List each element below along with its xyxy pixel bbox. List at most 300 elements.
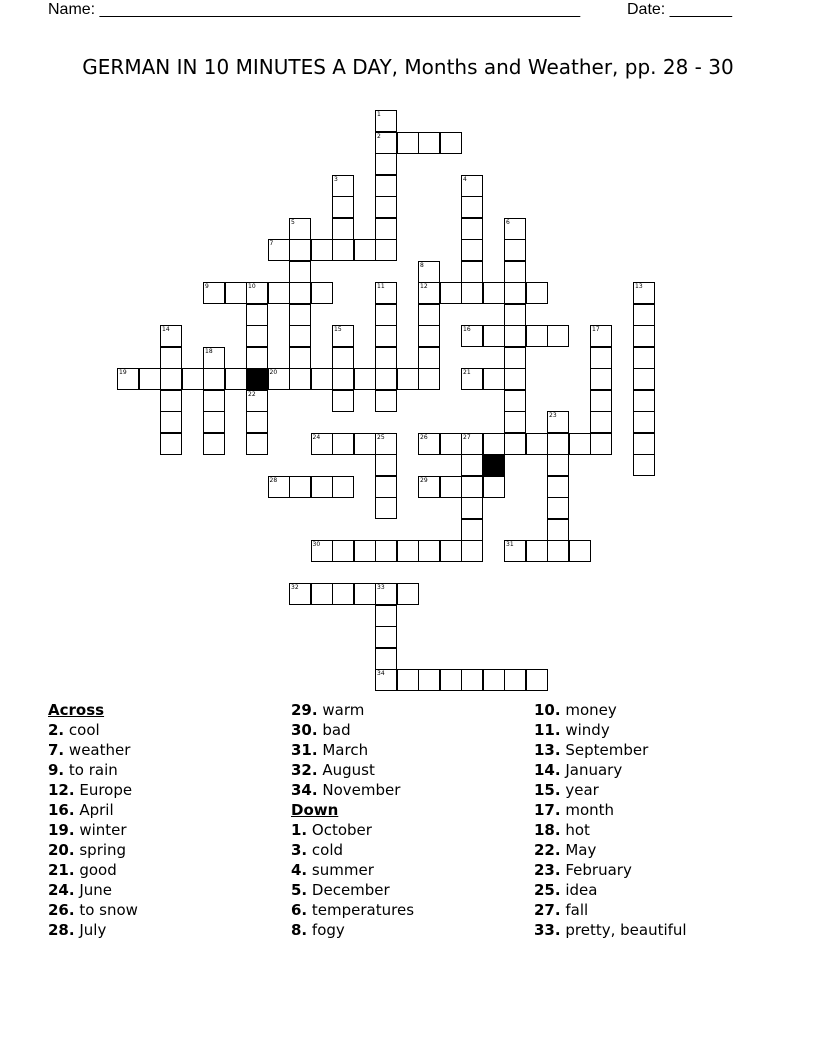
clue-item-number: 12. [48,781,75,799]
grid-cell[interactable] [397,583,419,605]
grid-cell[interactable] [289,325,311,347]
clue-item-number: 22. [534,841,561,859]
clue-item-text: August [322,761,375,779]
clue-item [291,700,414,720]
grid-cell[interactable] [311,368,333,390]
grid-cell[interactable] [461,325,483,347]
grid-cell[interactable] [461,476,483,498]
clue-number: 28 [269,476,278,484]
clue-item-text: money [565,701,617,719]
grid-cell[interactable] [203,282,225,304]
grid-cell[interactable] [246,304,268,326]
clue-item-text: January [565,761,623,779]
clue-item-number: 1. [291,821,308,839]
grid-cell[interactable] [246,433,268,455]
grid-cell[interactable] [311,476,333,498]
grid-cell[interactable] [504,239,526,261]
grid-cell[interactable] [483,476,505,498]
grid-cell[interactable] [418,261,440,283]
grid-cell[interactable] [504,433,526,455]
grid-cell[interactable] [354,368,376,390]
grid-cell[interactable] [633,433,655,455]
grid-cell[interactable] [397,132,419,154]
clue-item [291,860,414,880]
clue-item [291,920,414,940]
grid-cell[interactable] [633,390,655,412]
clue-item-number: 4. [291,861,308,879]
grid-cell[interactable] [246,390,268,412]
grid-cell[interactable] [569,540,591,562]
grid-cell[interactable] [633,411,655,433]
grid-cell[interactable] [461,282,483,304]
grid-cell[interactable] [225,368,247,390]
clue-column-2 [291,700,414,940]
clue-item-text: fogy [311,921,345,939]
grid-cell[interactable] [375,476,397,498]
grid-cell[interactable] [375,648,397,670]
clue-number: 8 [420,261,424,269]
clue-number: 1 [377,111,381,118]
grid-cell[interactable] [633,368,655,390]
grid-cell[interactable] [461,540,483,562]
grid-cell[interactable] [289,218,311,240]
grid-cell[interactable] [268,368,290,390]
grid-cell[interactable] [633,454,655,476]
grid-cell[interactable] [633,304,655,326]
grid-cell[interactable] [289,583,311,605]
grid-cell[interactable] [203,390,225,412]
grid-cell[interactable] [418,304,440,326]
clue-item-number: 14. [534,761,561,779]
grid-cell[interactable] [633,347,655,369]
clue-number: 2 [377,132,381,140]
grid-cell[interactable] [418,347,440,369]
grid-cell[interactable] [461,454,483,476]
grid-cell[interactable] [375,132,397,154]
clue-item-number: 6. [291,901,308,919]
grid-cell[interactable] [332,325,354,347]
clue-item-text: idea [565,881,598,899]
clue-number: 29 [420,476,428,484]
clue-item [48,900,138,920]
grid-cell[interactable] [418,132,440,154]
clue-item-number: 16. [48,801,75,819]
grid-cell[interactable] [375,325,397,347]
grid-cell[interactable] [504,218,526,240]
clue-item-text: cold [311,841,344,859]
grid-cell[interactable] [354,239,376,261]
grid-cell[interactable] [590,411,612,433]
clue-heading: Across [48,701,105,719]
clue-item [534,740,687,760]
grid-cell[interactable] [590,390,612,412]
grid-cell[interactable] [203,411,225,433]
grid-cell[interactable] [440,282,462,304]
grid-cell[interactable] [504,282,526,304]
clue-number: 23 [549,412,557,419]
clue-number: 20 [269,369,278,376]
grid-cell[interactable] [440,540,462,562]
clue-column-3 [534,700,687,940]
clue-item [534,900,687,920]
clue-item-number: 3. [291,841,308,859]
grid-cell[interactable] [418,325,440,347]
clue-item-text: temperatures [311,901,415,919]
grid-cell[interactable] [375,626,397,648]
grid-cell[interactable] [547,325,569,347]
clue-number: 17 [592,326,600,333]
clue-item [48,740,138,760]
grid-cell[interactable] [461,368,483,390]
clue-item-text: April [79,801,114,819]
clue-item [291,840,414,860]
grid-cell[interactable] [203,368,225,390]
grid-cell[interactable] [590,347,612,369]
grid-cell[interactable] [311,282,333,304]
grid-cell[interactable] [375,540,397,562]
grid-cell[interactable] [504,540,526,562]
grid-cell[interactable] [526,540,548,562]
clue-number: 12 [420,283,428,290]
grid-cell[interactable] [289,282,311,304]
grid-cell[interactable] [268,476,290,498]
grid-cell[interactable] [182,368,204,390]
grid-cell[interactable] [397,540,419,562]
black-cell [246,368,268,390]
clue-item-text: October [311,821,372,839]
grid-cell[interactable] [418,669,440,691]
clue-number: 9 [205,283,209,290]
grid-cell[interactable] [461,519,483,541]
grid-cell[interactable] [461,196,483,218]
clue-item-number: 23. [534,861,561,879]
clue-item [534,920,687,940]
grid-cell[interactable] [375,454,397,476]
clue-item-text: spring [79,841,127,859]
clue-item [48,920,138,940]
clue-item [534,820,687,840]
clue-item [534,700,687,720]
clue-item-number: 26. [48,901,75,919]
grid-cell[interactable] [289,368,311,390]
grid-cell[interactable] [203,347,225,369]
clue-item-number: 17. [534,801,561,819]
grid-cell[interactable] [461,239,483,261]
clue-item-number: 31. [291,741,318,759]
grid-cell[interactable] [461,261,483,283]
clue-number: 13 [635,283,643,290]
clue-item-number: 34. [291,781,318,799]
clue-item-text: February [565,861,632,879]
grid-cell[interactable] [332,196,354,218]
clue-number: 3 [334,175,338,183]
grid-cell[interactable] [375,218,397,240]
grid-cell[interactable] [375,583,397,605]
clue-item-number: 15. [534,781,561,799]
grid-cell[interactable] [461,175,483,197]
clue-number: 34 [377,670,385,677]
grid-cell[interactable] [354,583,376,605]
grid-cell[interactable] [311,239,333,261]
grid-cell[interactable] [526,669,548,691]
grid-cell[interactable] [375,304,397,326]
clue-number: 16 [463,326,471,333]
grid-cell[interactable] [246,325,268,347]
clue-item [48,820,138,840]
clue-number: 4 [463,175,467,183]
grid-cell[interactable] [332,390,354,412]
grid-cell[interactable] [504,347,526,369]
clue-number: 33 [377,584,385,591]
clue-item-text: fall [565,901,589,919]
grid-cell[interactable] [418,282,440,304]
grid-cell[interactable] [461,497,483,519]
grid-cell[interactable] [590,368,612,390]
clue-item-number: 30. [291,721,318,739]
grid-cell[interactable] [504,411,526,433]
grid-cell[interactable] [504,390,526,412]
clue-item [291,880,414,900]
clue-item [534,780,687,800]
grid-cell[interactable] [504,669,526,691]
grid-cell[interactable] [332,433,354,455]
grid-cell[interactable] [504,304,526,326]
grid-cell[interactable] [461,669,483,691]
grid-cell[interactable] [547,519,569,541]
clue-item [291,720,414,740]
grid-cell[interactable] [440,476,462,498]
clue-item [534,840,687,860]
grid-cell[interactable] [461,433,483,455]
clue-number: 31 [506,541,514,548]
grid-cell[interactable] [569,433,591,455]
clue-item-text: summer [311,861,374,879]
grid-cell[interactable] [375,110,397,132]
clue-item-number: 2. [48,721,65,739]
clue-item-text: good [79,861,117,879]
grid-cell[interactable] [332,583,354,605]
clue-item-number: 13. [534,741,561,759]
clue-item-text: cool [68,721,100,739]
grid-cell[interactable] [440,669,462,691]
clue-number: 32 [291,584,299,591]
grid-cell[interactable] [160,325,182,347]
clue-item-text: winter [79,821,127,839]
clue-item-number: 20. [48,841,75,859]
clue-item [534,880,687,900]
clue-item-text: hot [565,821,590,839]
clue-number: 25 [377,433,385,441]
clue-item [534,760,687,780]
clue-item [48,860,138,880]
grid-cell[interactable] [160,347,182,369]
grid-cell[interactable] [375,669,397,691]
clue-number: 5 [291,218,295,226]
grid-cell[interactable] [160,433,182,455]
grid-cell[interactable] [268,239,290,261]
grid-cell[interactable] [332,368,354,390]
clue-item-text: June [79,881,113,899]
clue-item-number: 5. [291,881,308,899]
clue-item-text: month [565,801,615,819]
grid-cell[interactable] [375,368,397,390]
clue-item-number: 21. [48,861,75,879]
grid-cell[interactable] [526,433,548,455]
grid-cell[interactable] [160,411,182,433]
clue-item-number: 7. [48,741,65,759]
clue-item-text: to rain [68,761,118,779]
clue-item [48,880,138,900]
clue-number: 11 [377,283,385,290]
grid-cell[interactable] [483,368,505,390]
clue-item [291,900,414,920]
clue-item [291,760,414,780]
black-cell [483,454,505,476]
clue-item [291,740,414,760]
clue-number: 18 [205,347,213,355]
grid-cell[interactable] [332,347,354,369]
grid-cell[interactable] [547,433,569,455]
grid-cell[interactable] [375,605,397,627]
grid-cell[interactable] [375,239,397,261]
grid-cell[interactable] [504,368,526,390]
grid-cell[interactable] [418,433,440,455]
grid-cell[interactable] [246,282,268,304]
grid-cell[interactable] [440,433,462,455]
grid-cell[interactable] [332,218,354,240]
clue-number: 15 [334,326,342,333]
grid-cell[interactable] [547,476,569,498]
grid-cell[interactable] [160,368,182,390]
grid-cell[interactable] [590,433,612,455]
grid-cell[interactable] [289,261,311,283]
grid-cell[interactable] [526,282,548,304]
grid-cell[interactable] [289,304,311,326]
page-title: GERMAN IN 10 MINUTES A DAY, Months and Weather, pp. 28 - 30 [82,55,734,79]
clue-item-text: to snow [79,901,138,919]
grid-cell[interactable] [440,132,462,154]
clue-number: 26 [420,433,428,441]
grid-cell[interactable] [117,368,139,390]
grid-cell[interactable] [418,476,440,498]
clue-item-text: July [79,921,107,939]
grid-cell[interactable] [397,368,419,390]
clue-item-number: 32. [291,761,318,779]
grid-cell[interactable] [375,282,397,304]
grid-cell[interactable] [225,282,247,304]
grid-cell[interactable] [332,175,354,197]
grid-cell[interactable] [418,368,440,390]
grid-cell[interactable] [246,347,268,369]
grid-cell[interactable] [375,390,397,412]
clue-item [48,720,138,740]
grid-cell[interactable] [332,239,354,261]
grid-cell[interactable] [633,282,655,304]
grid-cell[interactable] [203,433,225,455]
clue-item-text: Europe [79,781,133,799]
clue-item-number: 27. [534,901,561,919]
grid-cell[interactable] [504,261,526,283]
clue-item-number: 11. [534,721,561,739]
grid-cell[interactable] [418,540,440,562]
grid-cell[interactable] [526,325,548,347]
clue-item-text: November [322,781,401,799]
grid-cell[interactable] [590,325,612,347]
clue-number: 21 [463,369,471,376]
clue-item-number: 33. [534,921,561,939]
clue-item-number: 18. [534,821,561,839]
clue-item-text: bad [322,721,351,739]
clue-item-number: 28. [48,921,75,939]
grid-cell[interactable] [246,411,268,433]
clue-item [534,800,687,820]
grid-cell[interactable] [332,476,354,498]
grid-cell[interactable] [547,454,569,476]
grid-cell[interactable] [547,540,569,562]
grid-cell[interactable] [375,153,397,175]
grid-cell[interactable] [354,433,376,455]
clue-number: 19 [119,369,127,376]
clue-item [48,760,138,780]
grid-cell[interactable] [633,325,655,347]
grid-cell[interactable] [397,669,419,691]
grid-cell[interactable] [139,368,161,390]
grid-cell[interactable] [289,476,311,498]
grid-cell[interactable] [311,583,333,605]
grid-cell[interactable] [483,433,505,455]
grid-cell[interactable] [332,540,354,562]
clue-number: 10 [248,283,256,290]
clue-item-text: September [565,741,649,759]
grid-cell[interactable] [311,540,333,562]
clue-item-number: 25. [534,881,561,899]
grid-cell[interactable] [268,282,290,304]
name-line[interactable]: Name: ______________________________________________________ [48,1,581,18]
grid-cell[interactable] [461,218,483,240]
grid-cell[interactable] [375,347,397,369]
grid-cell[interactable] [375,497,397,519]
date-line[interactable]: Date: _______ [627,1,732,18]
clue-number: 6 [506,218,510,226]
clue-item [48,840,138,860]
clue-item [291,780,414,800]
grid-cell[interactable] [354,540,376,562]
grid-cell[interactable] [311,433,333,455]
grid-cell[interactable] [375,433,397,455]
clue-item-number: 24. [48,881,75,899]
grid-cell[interactable] [547,497,569,519]
grid-cell[interactable] [289,347,311,369]
grid-cell[interactable] [375,196,397,218]
clue-column-1 [48,700,138,940]
clue-item-number: 10. [534,701,561,719]
clue-item-text: March [322,741,369,759]
grid-cell[interactable] [483,325,505,347]
clue-item-text: pretty, beautiful [565,921,687,939]
clue-item [291,820,414,840]
clue-item [48,780,138,800]
grid-cell[interactable] [504,325,526,347]
grid-cell[interactable] [547,411,569,433]
grid-cell[interactable] [289,239,311,261]
grid-cell[interactable] [483,669,505,691]
grid-cell[interactable] [483,282,505,304]
grid-cell[interactable] [375,175,397,197]
clue-heading: Down [291,801,339,819]
clue-item-number: 29. [291,701,318,719]
grid-cell[interactable] [160,390,182,412]
clue-number: 7 [269,240,274,247]
